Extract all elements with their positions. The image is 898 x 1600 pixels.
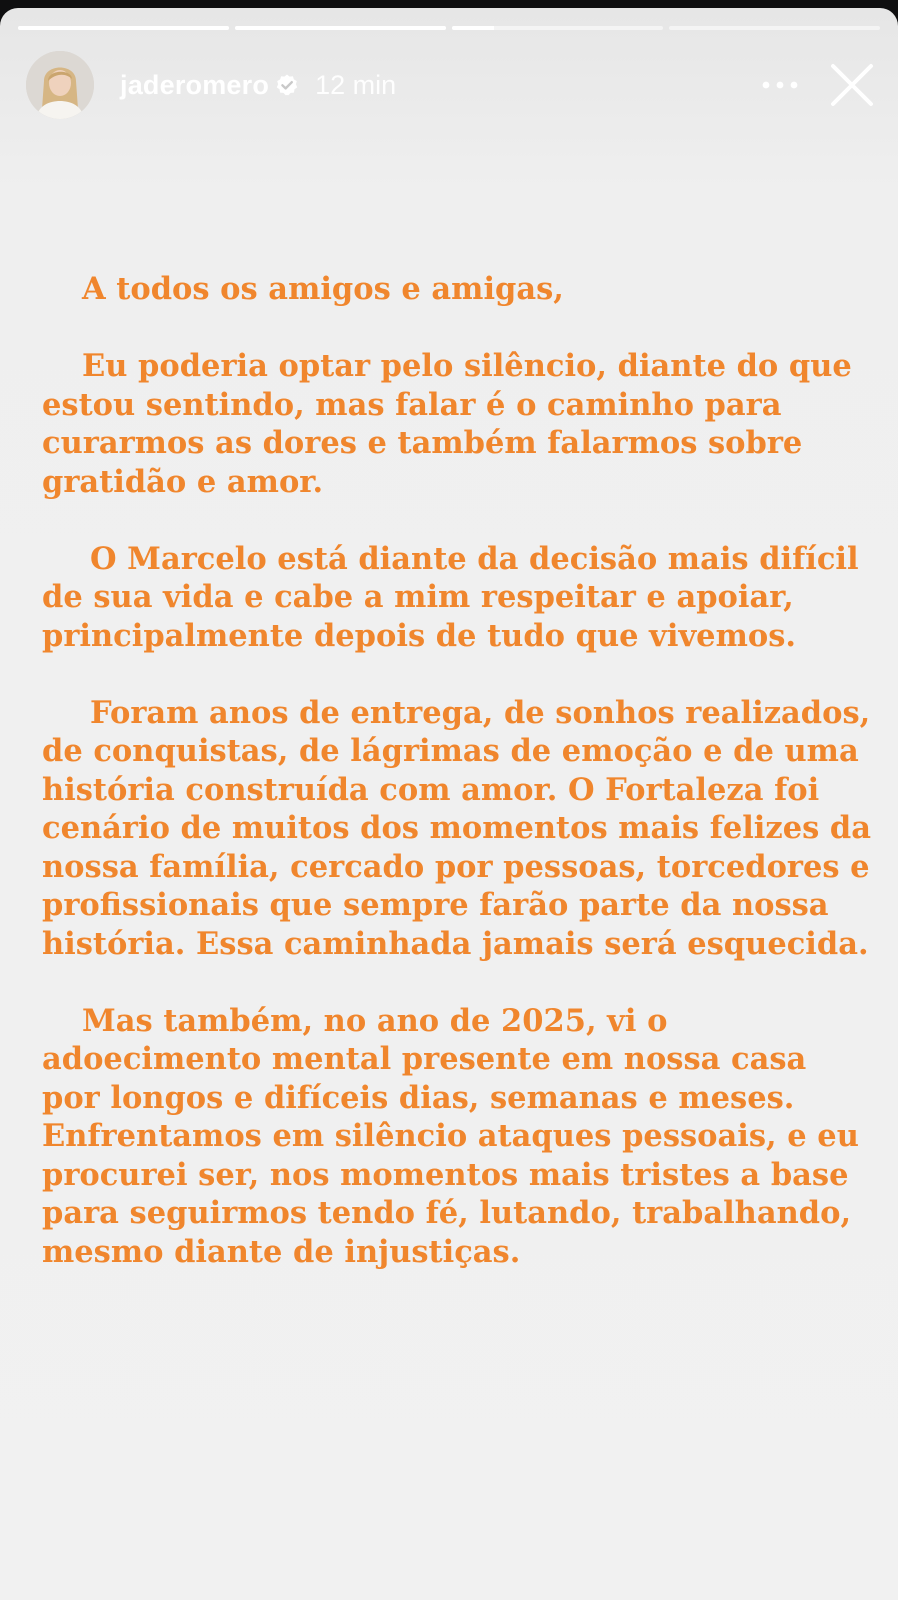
letter-paragraph: Foram anos de entrega, de sonhos realizados, de conquistas, de lágrimas de emoção e de uma história construída com amor. O Fortaleza foi cenário de muitos dos momentos mais felizes da nossa família, cercado por pessoas, torcedores e profissionais que sempre farão parte da nossa história. Essa caminhada jamais será esquecida. bbox=[42, 694, 871, 962]
progress-segment bbox=[235, 26, 446, 30]
verified-badge-icon bbox=[275, 73, 299, 97]
story-viewer[interactable] bbox=[0, 8, 898, 1600]
story-letter-text bbox=[42, 270, 872, 1310]
letter-paragraph: Mas também, no ano de 2025, vi o adoecimento mental presente em nossa casa por longos e difíceis dias, semanas e meses. Enfrentamos em silêncio ataques pessoais, e eu procurei ser, nos momentos mais tristes a base para seguirmos tendo fé, lutando, trabalhando, mesmo diante de injustiças. bbox=[42, 1002, 859, 1270]
story-header bbox=[26, 50, 878, 120]
more-horizontal-icon bbox=[760, 80, 800, 90]
username-link[interactable]: jaderomero bbox=[120, 69, 270, 100]
letter-paragraph: O Marcelo está diante da decisão mais difícil de sua vida e cabe a mim respeitar e apoiar, principalmente depois de tudo que vivemos. bbox=[42, 540, 859, 654]
progress-segment bbox=[18, 26, 229, 30]
close-button[interactable] bbox=[826, 59, 878, 111]
avatar-image bbox=[26, 51, 94, 119]
post-time: 12 min bbox=[315, 69, 397, 100]
more-options-button[interactable] bbox=[758, 63, 802, 107]
progress-segment bbox=[669, 26, 880, 30]
avatar[interactable] bbox=[26, 51, 94, 119]
close-icon bbox=[829, 62, 875, 108]
progress-segment-current bbox=[452, 26, 663, 30]
letter-greeting: A todos os amigos e amigas, bbox=[82, 271, 564, 307]
letter-paragraph: Eu poderia optar pelo silêncio, diante do que estou sentindo, mas falar é o caminho para curarmos as dores e também falarmos sobre gratidão e amor. bbox=[42, 348, 852, 500]
story-progress-bar bbox=[18, 26, 880, 30]
